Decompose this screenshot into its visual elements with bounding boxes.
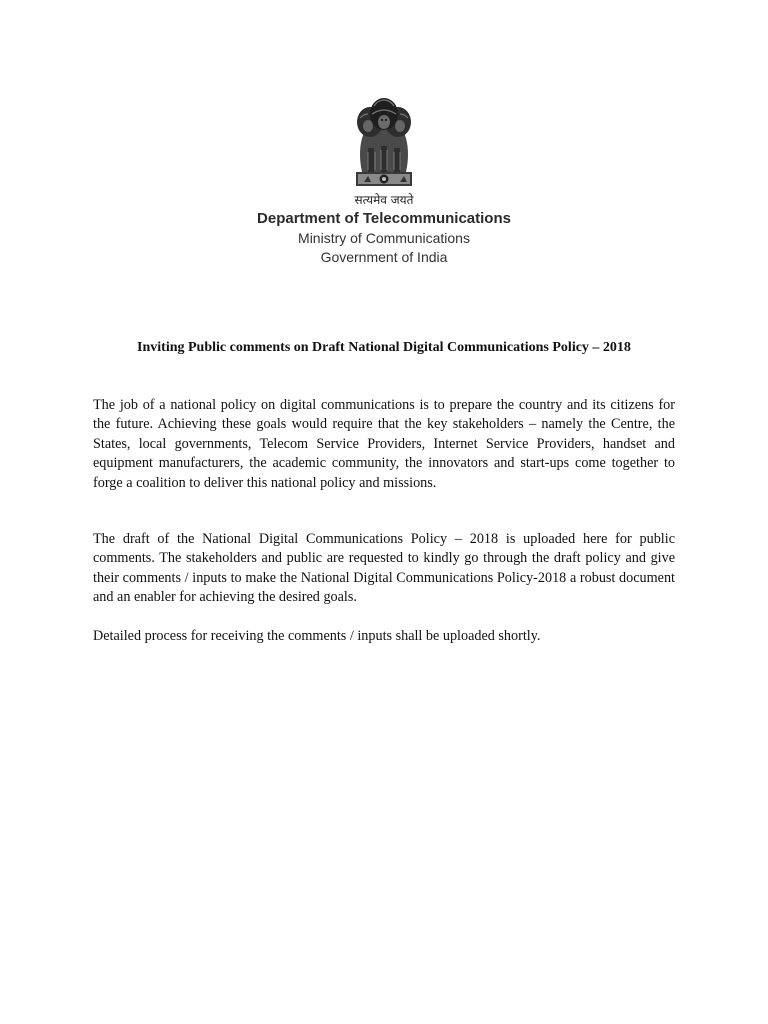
- national-emblem-icon: [338, 92, 430, 192]
- letterhead: [0, 92, 768, 267]
- government-name: Government of India: [320, 249, 448, 265]
- document-title: Inviting Public comments on Draft National Digital Communications Policy – 2018: [137, 340, 631, 355]
- emblem-motto: सत्यमेव जयते: [354, 193, 414, 207]
- paragraph-process-note: Detailed process for receiving the comments / inputs shall be uploaded shortly.: [93, 628, 541, 644]
- department-name: Department of Telecommunications: [257, 210, 511, 227]
- ministry-name: Ministry of Communications: [298, 230, 470, 246]
- paragraph-draft-upload: The draft of the National Digital Communications Policy – 2018 is uploaded here for public comments. The stakeholders and public are requested to kindly go through the draft policy and give their comments / inputs to make the National Digital Communications Policy-2018 a robust document and an enabler for achieving the desired goals.: [93, 531, 675, 606]
- paragraph-policy-purpose: The job of a national policy on digital communications is to prepare the country and its citizens for the future. Achieving these goals would require that the key stakeholders – namely the Centre, the States, local governments, Telecom Service Providers, Internet Service Providers, handset and equipment manufacturers, the academic community, the innovators and start-ups come together to forge a coalition to deliver this national policy and missions.: [93, 397, 675, 491]
